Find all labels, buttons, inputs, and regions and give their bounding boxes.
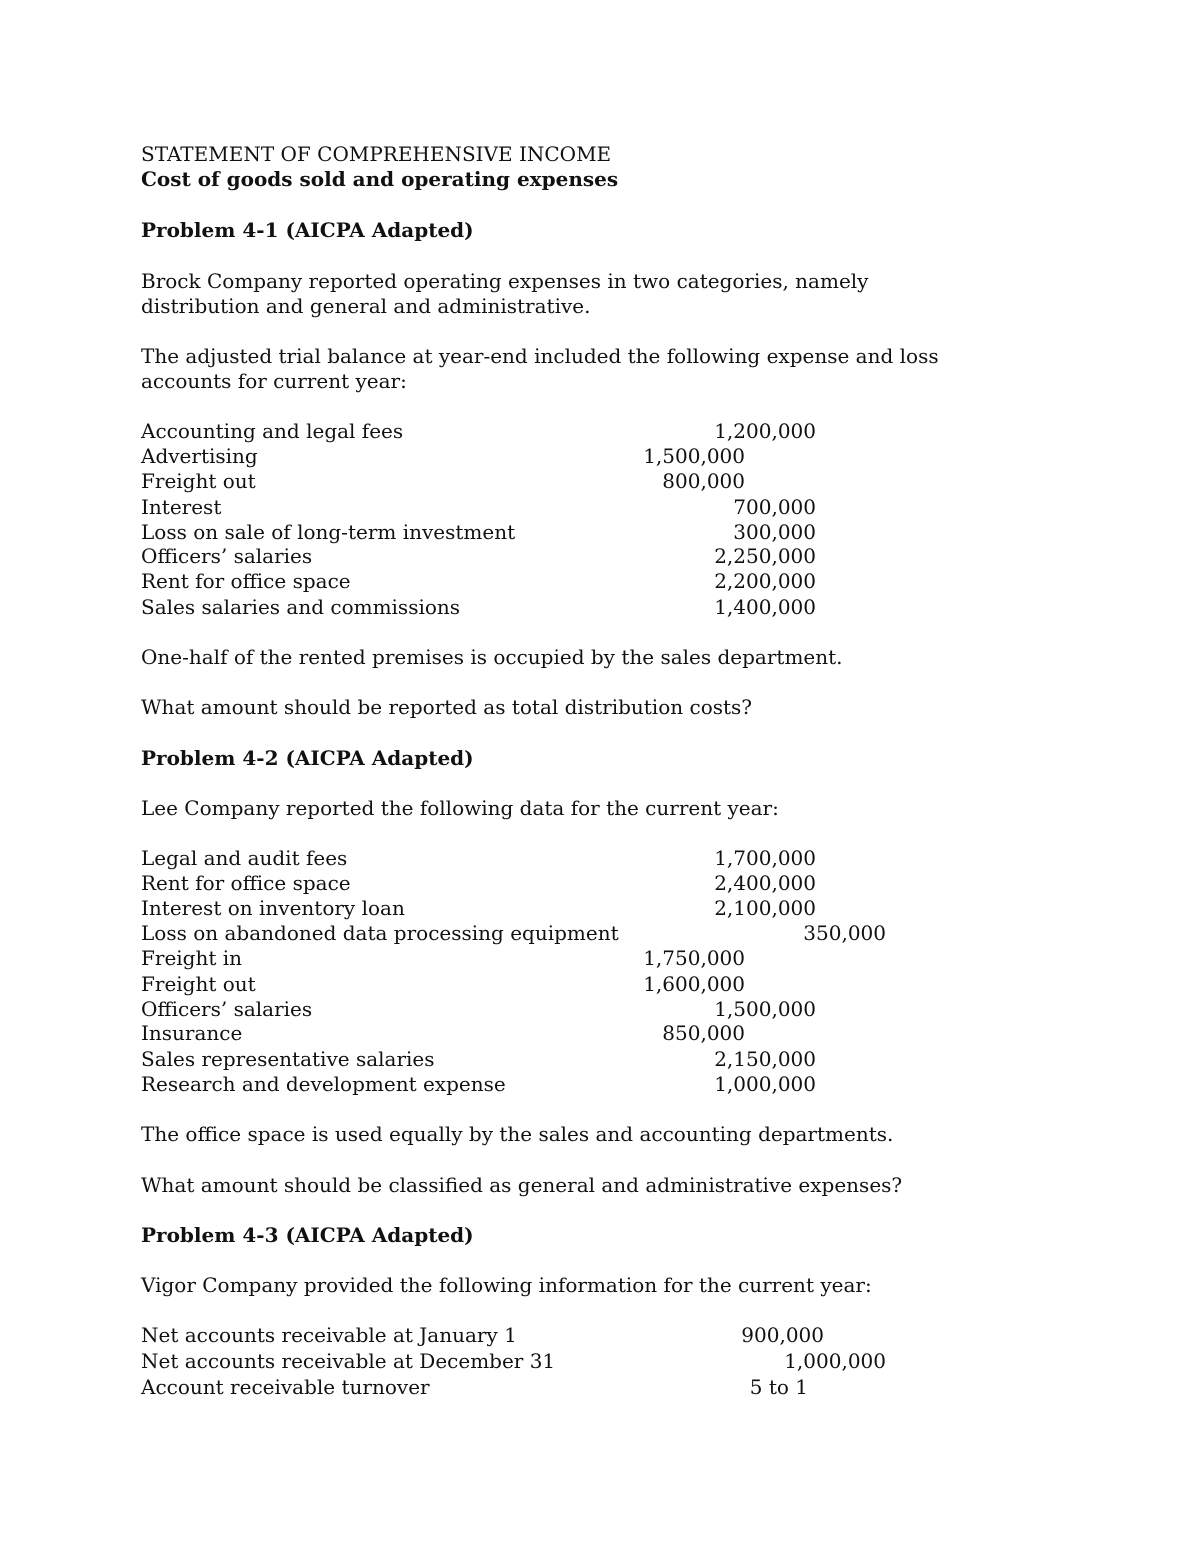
problem3-item-amount: 1,000,000 — [784, 1349, 886, 1373]
problem1-item-amount: 700,000 — [733, 495, 816, 519]
problem2-item-amount: 350,000 — [803, 921, 886, 945]
problem2-question: What amount should be classified as general and administrative expenses? — [141, 1173, 903, 1197]
problem2-item-amount: 1,600,000 — [643, 972, 745, 996]
problem3-item-label: Net accounts receivable at December 31 — [141, 1349, 556, 1373]
problem1-item-label: Sales salaries and commissions — [141, 595, 461, 619]
problem2-item-label: Officers’ salaries — [141, 997, 313, 1021]
problem1-item-amount: 1,200,000 — [714, 419, 816, 443]
problem1-item-amount: 2,250,000 — [714, 544, 816, 568]
problem1-item-amount: 1,500,000 — [643, 444, 745, 468]
problem2-heading: Problem 4-2 (AICPA Adapted) — [141, 746, 474, 770]
problem1-item-amount: 2,200,000 — [714, 569, 816, 593]
problem1-question: What amount should be reported as total distribution costs? — [141, 695, 753, 719]
problem2-item-amount: 1,000,000 — [714, 1072, 816, 1096]
problem2-item-label: Freight in — [141, 946, 243, 970]
problem1-lead-line1: The adjusted trial balance at year-end included the following expense and loss — [141, 344, 939, 368]
problem1-item-label: Officers’ salaries — [141, 544, 313, 568]
problem3-item-amount: 5 to 1 — [749, 1375, 808, 1399]
problem1-item-label: Rent for office space — [141, 569, 351, 593]
problem2-item-amount: 2,100,000 — [714, 896, 816, 920]
problem1-item-label: Freight out — [141, 469, 256, 493]
document-title: STATEMENT OF COMPREHENSIVE INCOME — [141, 142, 612, 166]
problem2-item-amount: 1,750,000 — [643, 946, 745, 970]
problem2-item-label: Legal and audit fees — [141, 846, 348, 870]
problem3-intro: Vigor Company provided the following information for the current year: — [141, 1273, 872, 1297]
problem2-item-amount: 850,000 — [662, 1021, 745, 1045]
problem2-item-label: Interest on inventory loan — [141, 896, 405, 920]
problem1-intro-line1: Brock Company reported operating expenses in two categories, namely — [141, 269, 869, 293]
document-subtitle: Cost of goods sold and operating expenses — [141, 167, 619, 191]
problem2-item-label: Loss on abandoned data processing equipment — [141, 921, 619, 945]
problem1-lead-line2: accounts for current year: — [141, 369, 407, 393]
problem2-item-amount: 1,700,000 — [714, 846, 816, 870]
problem3-heading: Problem 4-3 (AICPA Adapted) — [141, 1223, 474, 1247]
problem3-item-amount: 900,000 — [741, 1323, 824, 1347]
problem2-item-amount: 2,150,000 — [714, 1047, 816, 1071]
problem2-note: The office space is used equally by the sales and accounting departments. — [141, 1122, 894, 1146]
problem2-item-amount: 1,500,000 — [714, 997, 816, 1021]
problem3-item-label: Account receivable turnover — [141, 1375, 430, 1399]
problem2-item-label: Sales representative salaries — [141, 1047, 435, 1071]
problem1-heading: Problem 4-1 (AICPA Adapted) — [141, 218, 474, 242]
problem2-item-amount: 2,400,000 — [714, 871, 816, 895]
problem2-item-label: Insurance — [141, 1021, 243, 1045]
problem2-item-label: Freight out — [141, 972, 256, 996]
problem1-item-amount: 300,000 — [733, 520, 816, 544]
problem1-item-label: Accounting and legal fees — [141, 419, 404, 443]
problem1-item-label: Advertising — [141, 444, 258, 468]
problem3-item-label: Net accounts receivable at January 1 — [141, 1323, 517, 1347]
problem1-item-label: Interest — [141, 495, 222, 519]
problem1-note: One-half of the rented premises is occupied by the sales department. — [141, 645, 843, 669]
problem2-item-label: Rent for office space — [141, 871, 351, 895]
problem1-item-amount: 1,400,000 — [714, 595, 816, 619]
problem2-intro: Lee Company reported the following data for the current year: — [141, 796, 779, 820]
problem1-item-label: Loss on sale of long-term investment — [141, 520, 516, 544]
problem2-item-label: Research and development expense — [141, 1072, 506, 1096]
problem1-item-amount: 800,000 — [662, 469, 745, 493]
problem1-intro-line2: distribution and general and administrative. — [141, 294, 591, 318]
